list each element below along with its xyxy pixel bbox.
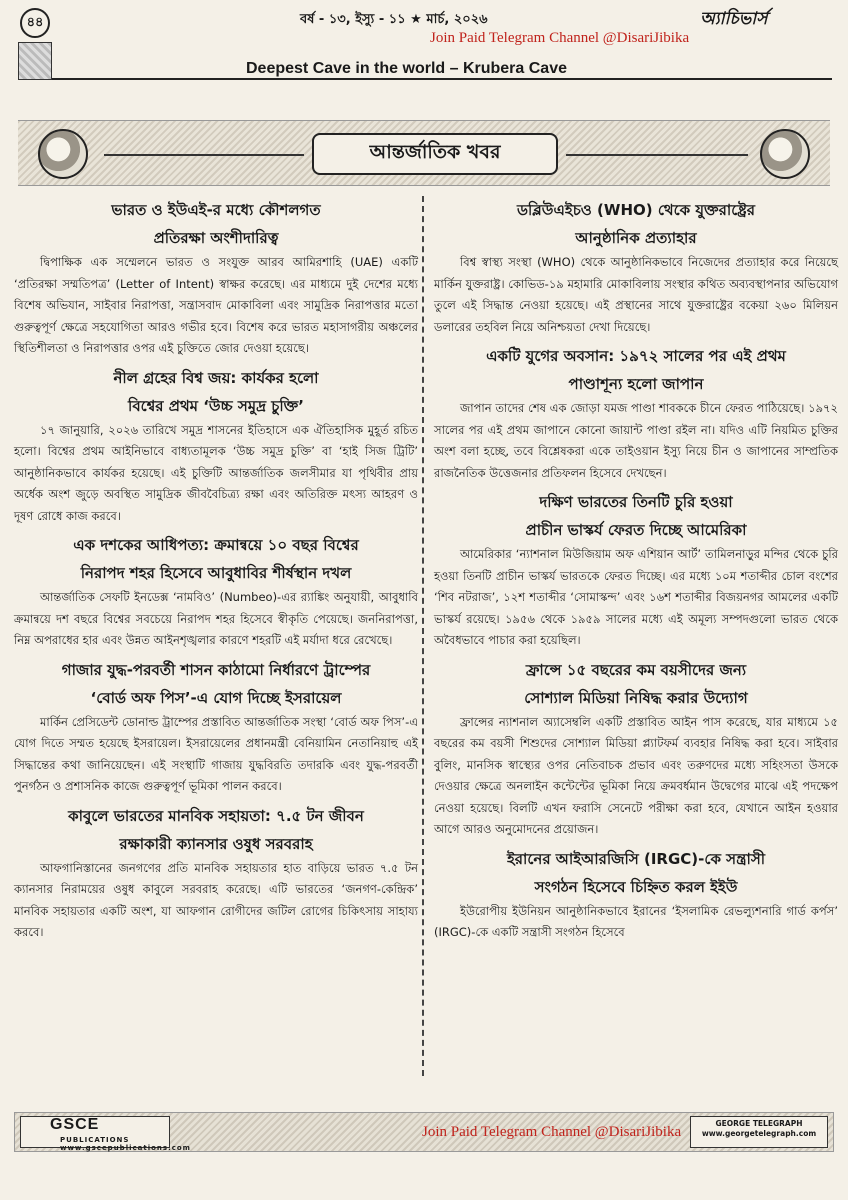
fact-icon [18,42,52,80]
article [14,364,418,528]
article-headline [434,196,838,252]
headline-line: ভারত ও ইউএই-র মধ্যে কৌশলগত [111,201,321,219]
banner-ornament-right [566,154,748,156]
article-body: ১৭ জানুয়ারি, ২০২৬ তারিখে সমুদ্র শাসনের ইতিহাসে এক ঐতিহাসিক মুহূর্ত রচিত হলো। বিশ্বের প্রথম আইনিভাবে বাধ্যতামূলক ‘উচ্চ সমুদ্র চুক্তি’ বা ‘হাই সিজ ট্রিটি’ আনুষ্ঠানিকভাবে কার্যকর হয়েছে। এই চুক্তিটি আন্তর্জাতিক জলসীমার যা পৃথিবীর প্রায় অর্ধেক অংশ জুড়ে অবস্থিত সামুদ্রিক জীববৈচিত্র্য রক্ষা এবং অতিরিক্ত মৎস্য আহরণ ও দূষণ রোধে কাজ করবে। [14,422,418,523]
article [14,802,418,944]
headline-line: দক্ষিণ ভারতের তিনটি চুরি হওয়া [539,493,733,511]
article-body: আফগানিস্তানের জনগণের প্রতি মানবিক সহায়তার হাত বাড়িয়ে ভারত ৭.৫ টন ক্যানসার নিরাময়ের ওষুধ কাবুলে সরবরাহ করেছে। এটি ভারতের ‘জনগণ-কেন্দ্রিক’ মানবিক সহায়তার একটি অংশ, যা আফগান রোগীদের জটিল রোগের চিকিৎসায় সাহায্য করবে। [14,860,418,939]
article-headline [14,364,418,420]
headline-line: সংগঠন হিসেবে চিহ্নিত করল ইইউ [534,877,738,896]
headline-line: এক দশকের আধিপত্য: ক্রমান্বয়ে ১০ বছর বিশ্বের [73,536,359,554]
headline-line: ‘বোর্ড অফ পিস’-এ যোগ দিচ্ছে ইসরায়েল [90,688,342,707]
publisher-name: GSCE [50,1116,100,1133]
article-headline [14,802,418,858]
article-headline [14,656,418,712]
article-body: ফ্রান্সের ন্যাশনাল অ্যাসেম্বলি একটি প্রস্তাবিত আইন পাস করেছে, যার মাধ্যমে ১৫ বছরের কম বয়সী শিশুদের সোশ্যাল মিডিয়া প্ল্যাটফর্ম ব্যবহার নিষিদ্ধ করা হবে। সাইবার বুলিং, মানসিক স্বাস্থ্যের ওপর নেতিবাচক প্রভাব এবং তরুণদের মধ্যে সহিংসতা উসকে দেওয়ার ক্ষেত্রে অনলাইন কন্টেন্টের ভূমিকা নিয়ে ক্রমবর্ধমান উদ্বেগের মাঝে এই পদক্ষেপ নেওয়া হয়েছে। বিলটি এখন ফরাসি সেনেটে পরীক্ষা করা হবে, যেখানে আইন হওয়ার আগে আরও অনুমোদনের প্রয়োজন। [434,714,838,836]
headline-line: পাণ্ডাশূন্য হলো জাপান [568,375,704,393]
article-headline [434,488,838,544]
article-body: মার্কিন প্রেসিডেন্ট ডোনাল্ড ট্রাম্পের প্রস্তাবিত আন্তর্জাতিক সংস্থা ‘বোর্ড অফ পিস’-এ যোগ দিতে সম্মত হয়েছে ইসরায়েল। ইসরায়েলের প্রধানমন্ত্রী বেনিয়ামিন নেতানিয়াহু এই সিদ্ধান্তের কথা জানিয়েছেন। এই সংস্থাটি গাজায় যুদ্ধবিরতি তদারকি এবং যুদ্ধ-পরবর্তী পুনর্গঠন ও প্রশাসনিক কাজে গুরুত্বপূর্ণ ভূমিকা পালন করবে। [14,714,418,793]
gt-url: www.georgetelegraph.com [701,1129,817,1138]
article [14,196,418,360]
article-body: আন্তর্জাতিক সেফটি ইনডেক্স ‘নামবিও’ (Numbeo)-এর র‍্যাঙ্কিং অনুযায়ী, আবুধাবি ক্রমান্বয়ে দশ বছরে বিশ্বের সবচেয়ে নিরাপদ শহর হিসেবে স্বীকৃতি পেয়েছে। জননিরাপত্তা, নিম্ন অপরাধের হার এবং উন্নত আইনশৃঙ্খলার কারণে শহরটি এই মর্যাদা ধরে রেখেছে। [14,590,418,647]
article [14,656,418,798]
article-body: আমেরিকার ‘ন্যাশনাল মিউজিয়াম অফ এশিয়ান আর্ট’ তামিলনাড়ুর মন্দির থেকে চুরি হওয়া তিনটি প্রাচীন ভাস্কর্য ভারতকে ফেরত দিচ্ছে। এর মধ্যে ১০ম শতাব্দীর চোল বংশের ‘শিব নটরাজ’, ১২শ শতাব্দীর ‘সোমাস্কন্দ’ এবং ১৬শ শতাব্দীর বিজয়নগর আমলের একটি ভাস্কর্য রয়েছে। ১৯৫৬ থেকে ১৯৫৯ সালের মধ্যে এই অমূল্য সম্পদগুলো ভারত থেকে অবৈধভাবে পাচার করা হয়েছিল। [434,547,838,647]
right-column [434,196,838,948]
article-headline [14,196,418,252]
fact-underline [52,78,832,80]
publisher-sub-text: PUBLICATIONS [60,1136,130,1144]
headline-line: রক্ষাকারী ক্যানসার ওষুধ সরবরাহ [119,834,313,853]
article-headline [434,845,838,901]
article-body: দ্বিপাক্ষিক এক সম্মেলনে ভারত ও সংযুক্ত আরব আমিরশাহি (UAE) একটি ‘প্রতিরক্ষা সম্মতিপত্র’ (Letter of Intent) স্বাক্ষর করেছে। এর মাধ্যমে দুই দেশের মধ্যে বিশেষ অভিযান, সাইবার নিরাপত্তা, সন্ত্রাসবাদ মোকাবিলা এবং সামুদ্রিক নিরাপত্তার মতো গুরুত্বপূর্ণ ক্ষেত্রে সহযোগিতা আরও গভীর হবে। বিশেষ করে ভারত মহাসাগরীয় অঞ্চলের স্থিতিশীলতা ও নিরাপত্তার ওপর এই চুক্তিতে জোর দেওয়া হয়েছে। [14,255,418,355]
article-headline [14,531,418,587]
headline-line: একটি যুগের অবসান: ১৯৭২ সালের পর এই প্রথম [486,347,786,365]
headline-line: গাজার যুদ্ধ-পরবর্তী শাসন কাঠামো নির্ধারণে ট্রাম্পের [61,660,371,679]
gt-name: GEORGE TELEGRAPH [715,1119,803,1128]
section-banner [18,120,830,186]
fact-title: Deepest Cave in the world – Krubera Cave [246,60,567,77]
headline-line: ডব্লিউএইচও (WHO) থেকে যুক্তরাষ্ট্রের [516,201,756,219]
section-title: আন্তর্জাতিক খবর [312,133,558,175]
article [434,488,838,652]
headline-line: প্রতিরক্ষা অংশীদারিত্ব [153,229,279,247]
column-divider [422,196,424,1076]
headline-line: ফ্রান্সে ১৫ বছরের কম বয়সীদের জন্য [525,660,747,679]
left-column [14,196,418,948]
article-headline [434,342,838,398]
globe-icon [760,129,810,179]
article [14,531,418,652]
article [434,656,838,841]
headline-line: কাবুলে ভারতের মানবিক সহায়তা: ৭.৫ টন জীবন [68,806,364,825]
headline-line: আনুষ্ঠানিক প্রত্যাহার [575,229,697,247]
headline-line: ইরানের আইআরজিসি (IRGC)-কে সন্ত্রাসী [506,849,766,868]
telegram-watermark-top[interactable]: Join Paid Telegram Channel @DisariJibika [430,30,690,46]
article-body: ইউরোপীয় ইউনিয়ন আনুষ্ঠানিকভাবে ইরানের ‘ইসলামিক রেভল্যুশনারি গার্ড কর্পস’ (IRGC)-কে একটি সন্ত্রাসী সংগঠন হিসেবে [434,903,838,939]
headline-line: প্রাচীন ভাস্কর্য ফেরত দিচ্ছে আমেরিকা [525,521,747,539]
article [434,845,838,944]
publisher-url: www.gscepublications.com [60,1144,191,1152]
page-number: ৪৪ [20,8,50,38]
article [434,196,838,338]
article-headline [434,656,838,712]
magazine-logo: অ্যাচিভার্স [700,9,768,29]
issue-line: বর্ষ - ১৩, ইস্যু - ১১ ★ মার্চ, ২০২৬ [300,12,488,27]
headline-line: সোশ্যাল মিডিয়া নিষিদ্ধ করার উদ্যোগ [524,688,748,707]
article-body: জাপান তাদের শেষ এক জোড়া যমজ পাণ্ডা শাবককে চীনে ফেরত পাঠিয়েছে। ১৯৭২ সালের পর এই প্রথম জাপানে কোনো জায়ান্ট পাণ্ডা রইল না। যদিও এটি নিয়মিত চুক্তির অংশ বলা হচ্ছে, তবে বিশ্লেষকরা একে তাইওয়ান ইস্যু নিয়ে চীন ও জাপানের সাম্প্রতিক রাজনৈতিক উত্তেজনার প্রতিফলন হিসেবে দেখছেন। [434,401,838,480]
headline-line: বিশ্বের প্রথম ‘উচ্চ সমুদ্র চুক্তি’ [128,396,304,415]
george-telegraph-logo [690,1116,828,1148]
globe-icon [38,129,88,179]
telegram-watermark-bottom[interactable]: Join Paid Telegram Channel @DisariJibika [422,1124,682,1140]
headline-line: নিরাপদ শহর হিসেবে আবুধাবির শীর্ষস্থান দখল [80,564,352,582]
article [434,342,838,484]
headline-line: নীল গ্রহের বিশ্ব জয়: কার্যকর হলো [113,368,319,387]
article-body: বিশ্ব স্বাস্থ্য সংস্থা (WHO) থেকে আনুষ্ঠানিকভাবে নিজেদের প্রত্যাহার করে নিয়েছে মার্কিন যুক্তরাষ্ট্র। কোভিড-১৯ মহামারি মোকাবিলায় সংস্থার কথিত অব্যবস্থাপনার অভিযোগ তুলে এই সিদ্ধান্ত নেওয়া হয়েছে। এই প্রস্থানের সাথে যুক্তরাষ্ট্রের বকেয়া ২৬০ মিলিয়ন ডলারের তহবিল নিয়ে অনিশ্চয়তা দেখা দিয়েছে। [434,255,838,334]
publisher-sub [60,1136,191,1152]
banner-ornament-left [104,154,304,156]
